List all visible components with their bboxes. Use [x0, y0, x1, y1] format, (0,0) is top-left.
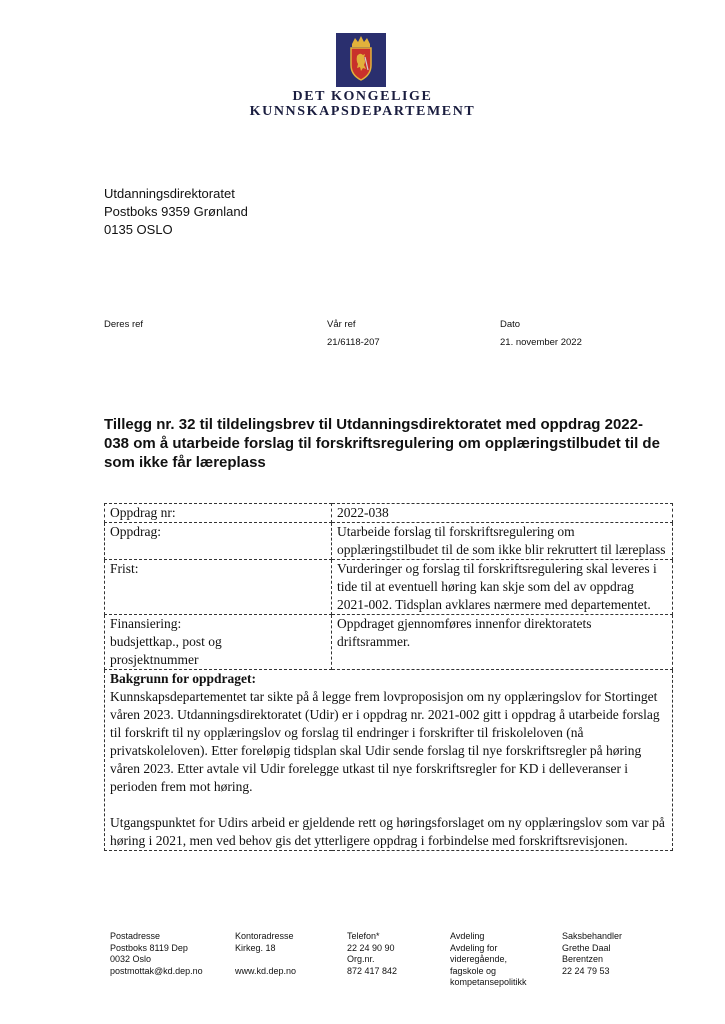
footer-text: Postboks 8119 Dep [110, 942, 188, 953]
footer-office-column [235, 931, 296, 977]
footer-text: 22 24 90 90 [347, 942, 395, 953]
table-value-cell: Vurderinger og forslag til forskriftsregulering skal leveres i tide til at eventuell høring kan skje som del av oppdrag 2021-002. Tidsplan avklares nærmere med departementet. [332, 560, 673, 615]
footer-text: Avdeling for [450, 942, 498, 953]
footer-text: Saksbehandler [562, 931, 623, 941]
recipient-line: Postboks 9359 Grønland [104, 204, 248, 219]
background-cell [105, 670, 673, 851]
norwegian-royal-coat-of-arms-icon [336, 33, 386, 87]
var-ref-label: Vår ref [327, 319, 356, 330]
footer-text: 872 417 842 [347, 965, 398, 976]
table-key-cell: Finansiering: budsjettkap., post og prosjektnummer [105, 615, 332, 670]
footer-text: videregående, [450, 954, 508, 964]
recipient-line: 0135 OSLO [104, 222, 173, 237]
deres-ref-label: Deres ref [104, 319, 144, 330]
footer-text: Avdeling [450, 931, 485, 941]
footer-text: Telefon* [347, 931, 380, 941]
footer-text: Kontoradresse [235, 931, 294, 941]
footer-text: Org.nr. [347, 954, 375, 964]
document-title: Tillegg nr. 32 til tildelingsbrev til Utdanningsdirektoratet med oppdrag 2022-038 om å utarbeide forslag til forskriftsregulering om opplæringstilbudet til de som ikke får læreplass [104, 416, 660, 471]
recipient-address [104, 185, 248, 239]
table-row [105, 615, 673, 670]
footer-text: Grethe Daal [562, 942, 611, 953]
background-paragraph: Kunnskapsdepartementet tar sikte på å legge frem lovproposisjon om ny opplæringslov for Stortinget våren 2023. Utdanningsdirektoratet (Udir) er i oppdrag nr. 2021-002 gitt i oppdrag å utarbeide forslag til forskrift til ny opplæringslov og forslag til endringer i forskrifter til friskoleloven (nå privatskoleloven). Etter foreløpig tidsplan skal Udir sende forslag til nye forskriftsregler på høring våren 2023. Etter avtale vil Udir forelegge utkast til nye forskriftsregler for KD i delleveranser i perioden frem mot høring. [110, 689, 660, 794]
date-value: 21. november 2022 [500, 337, 582, 348]
background-paragraph: Utgangspunktet for Udirs arbeid er gjeldende rett og høringsforslaget om ny opplæringslov som var på høring i 2021, men ved behov gis det ytterligere oppdrag i forbindelse med forskriftsrevisjonen. [110, 815, 665, 848]
table-row [105, 670, 673, 851]
footer-caseworker-column [562, 931, 622, 977]
recipient-line: Utdanningsdirektoratet [104, 186, 235, 201]
date-label: Dato [500, 319, 521, 330]
table-value-cell: Utarbeide forslag til forskriftsregulering om opplæringstilbudet til de som ikke blir rekruttert til læreplass [332, 523, 673, 560]
footer-text: 0032 Oslo [110, 954, 152, 964]
footer-text: Kirkeg. 18 [235, 942, 276, 953]
table-value-cell: 2022-038 [332, 504, 673, 523]
table-row [105, 523, 673, 560]
footer-text: fagskole og [450, 965, 497, 976]
table-key-cell: Oppdrag: [105, 523, 332, 560]
footer-text [235, 954, 296, 966]
footer-text: Berentzen [562, 954, 604, 964]
background-heading: Bakgrunn for oppdraget: [110, 671, 257, 686]
table-row [105, 560, 673, 615]
footer-text: Postadresse [110, 931, 161, 941]
table-value-cell: Oppdraget gjennomføres innenfor direktoratets driftsrammer. [332, 615, 673, 670]
table-row [105, 504, 673, 523]
footer-postal-column [110, 931, 203, 977]
footer-text: postmottak@kd.dep.no [110, 965, 203, 976]
footer-text: www.kd.dep.no [235, 965, 297, 976]
logo-title-line2: KUNNSKAPSDEPARTEMENT [249, 104, 476, 119]
table-key-cell: Frist: [105, 560, 332, 615]
assignment-table [104, 503, 673, 851]
footer-phone-column [347, 931, 397, 977]
coat-of-arms-logo [336, 33, 386, 87]
table-key-cell: Oppdrag nr: [105, 504, 332, 523]
footer-text: kompetansepolitikk [450, 977, 527, 987]
footer-department-column [450, 931, 527, 989]
footer-text: 22 24 79 53 [562, 965, 610, 976]
logo-title-line1: DET KONGELIGE [292, 89, 433, 104]
var-ref-value: 21/6118-207 [327, 337, 380, 348]
